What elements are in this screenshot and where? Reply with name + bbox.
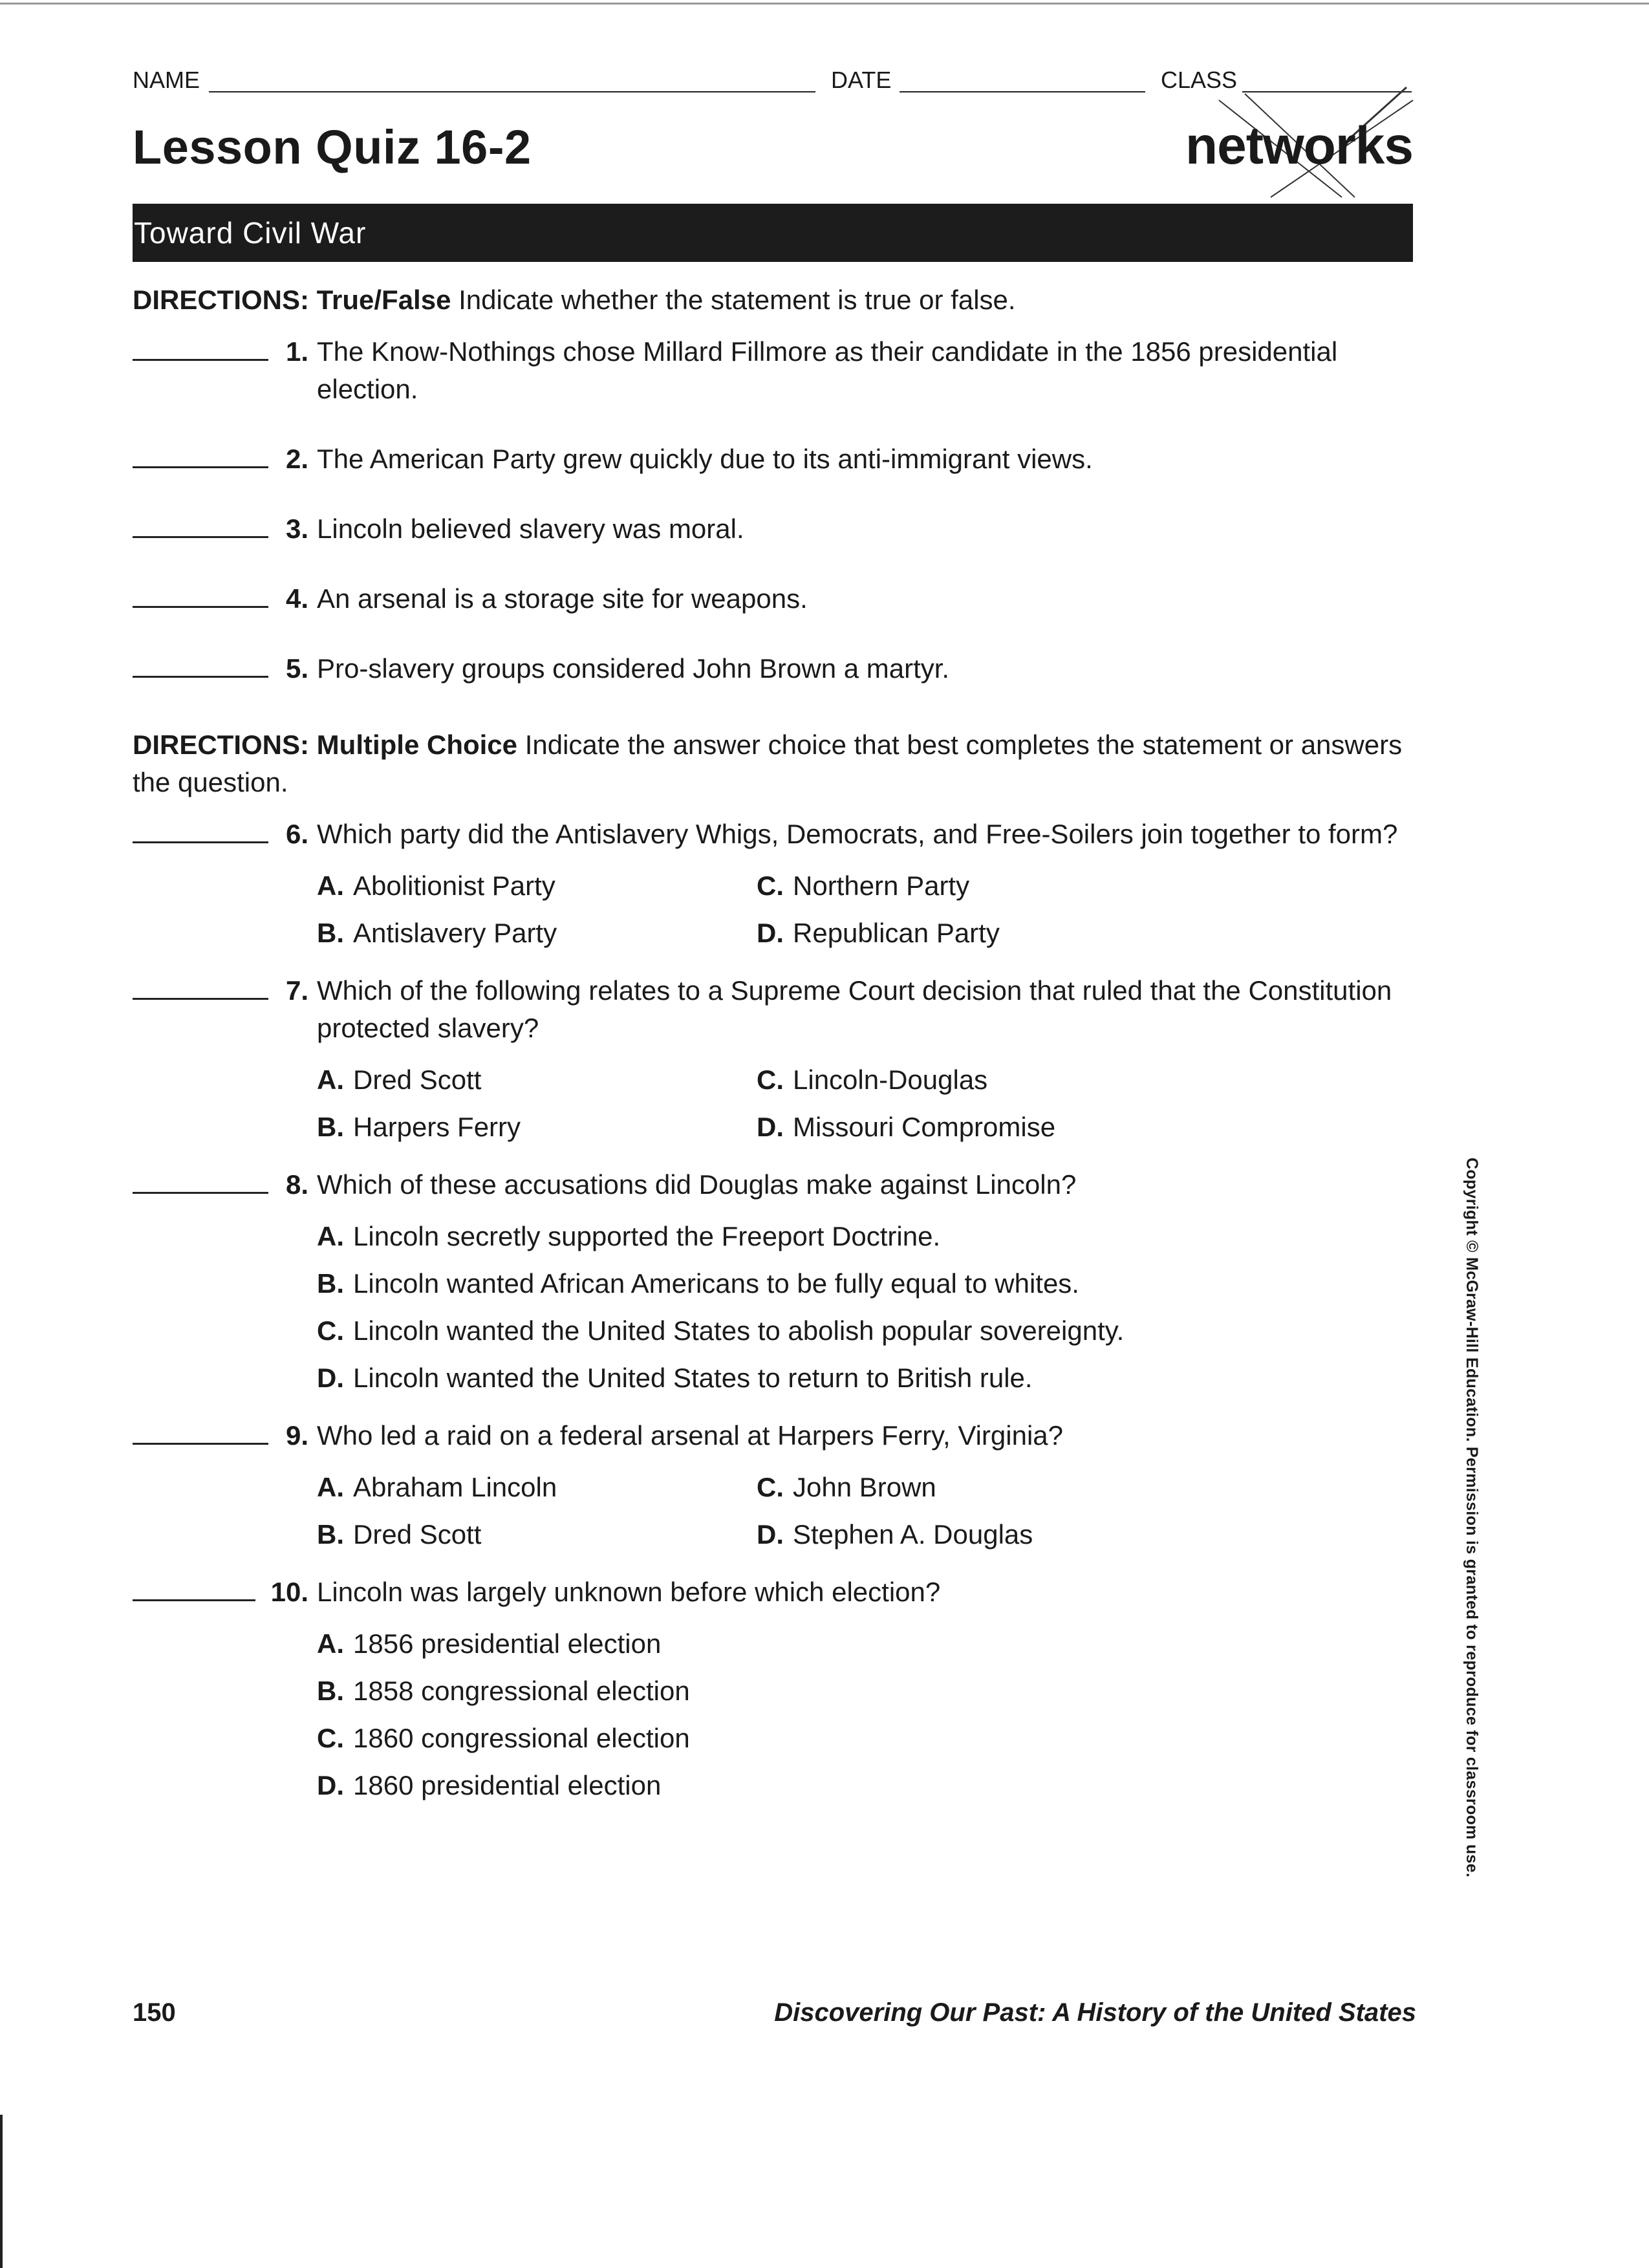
choice-c[interactable]	[757, 1463, 1274, 1511]
answer-blank[interactable]	[133, 536, 268, 538]
choice-letter: D.	[757, 1112, 784, 1142]
choice-text: Lincoln secretly supported the Freeport Doctrine.	[353, 1221, 941, 1251]
choice-letter: B.	[317, 918, 344, 948]
date-label: DATE	[831, 67, 892, 93]
choice-d[interactable]	[757, 1511, 1274, 1558]
choice-b[interactable]	[317, 909, 757, 956]
choice-text: Dred Scott	[353, 1064, 482, 1095]
answer-choices	[317, 1463, 1413, 1558]
choice-letter: A.	[317, 1628, 344, 1659]
question-3	[133, 510, 1413, 548]
networks-logo: networks	[1185, 116, 1413, 175]
answer-blank[interactable]	[133, 1443, 268, 1445]
choice-letter: D.	[757, 918, 784, 948]
directions-lead: DIRECTIONS:	[133, 729, 309, 760]
choice-letter: A.	[317, 1472, 344, 1502]
choice-c[interactable]	[317, 1307, 1413, 1354]
answer-blank[interactable]	[133, 1192, 268, 1194]
choice-a[interactable]	[317, 862, 757, 909]
choice-d[interactable]	[757, 1103, 1274, 1150]
choice-text: 1860 presidential election	[353, 1770, 662, 1800]
question-text: Which party did the Antislavery Whigs, Democrats, and Free-Soilers join together to form?	[317, 819, 1398, 849]
choice-letter: C.	[757, 1472, 784, 1502]
choice-letter: C.	[757, 870, 784, 901]
choice-text: Lincoln wanted the United States to return to British rule.	[353, 1363, 1033, 1393]
choice-letter: D.	[317, 1770, 344, 1800]
question-number: 6.	[285, 819, 308, 849]
question-text: The American Party grew quickly due to its anti-immigrant views.	[317, 444, 1093, 474]
book-title: Discovering Our Past: A History of the United States	[774, 1998, 1416, 2027]
answer-blank[interactable]	[133, 998, 268, 1000]
question-text: Lincoln believed slavery was moral.	[317, 513, 744, 544]
question-number: 8.	[285, 1169, 308, 1200]
question-7	[133, 972, 1413, 1150]
scan-edge-left	[0, 2115, 3, 2268]
question-text: Who led a raid on a federal arsenal at Harpers Ferry, Virginia?	[317, 1420, 1064, 1451]
question-number: 3.	[285, 513, 308, 544]
date-field[interactable]	[900, 91, 1145, 92]
directions-lead: DIRECTIONS:	[133, 285, 309, 315]
name-field[interactable]	[209, 91, 815, 92]
choice-a[interactable]	[317, 1620, 1413, 1667]
choice-a[interactable]	[317, 1056, 757, 1103]
question-8	[133, 1166, 1413, 1401]
choice-letter: B.	[317, 1268, 344, 1299]
choice-letter: C.	[757, 1064, 784, 1095]
directions-type: Multiple Choice	[316, 729, 518, 760]
choice-a[interactable]	[317, 1463, 757, 1511]
choice-c[interactable]	[317, 1714, 1413, 1762]
answer-blank[interactable]	[133, 359, 268, 361]
choice-text: Republican Party	[793, 918, 1000, 948]
question-number: 5.	[285, 653, 308, 684]
choice-d[interactable]	[757, 909, 1274, 956]
choice-text: Antislavery Party	[353, 918, 557, 948]
question-text: The Know-Nothings chose Millard Fillmore as their candidate in the 1856 presidential election.	[317, 336, 1338, 404]
answer-choices	[317, 862, 1413, 956]
choice-text: Missouri Compromise	[793, 1112, 1056, 1142]
choice-letter: A.	[317, 1221, 344, 1251]
choice-c[interactable]	[757, 862, 1274, 909]
answer-blank[interactable]	[133, 466, 268, 468]
question-4	[133, 580, 1413, 618]
choice-text: 1860 congressional election	[353, 1723, 690, 1753]
answer-choices	[317, 1620, 1413, 1809]
directions-type: True/False	[316, 285, 451, 315]
question-number: 7.	[285, 975, 308, 1006]
choice-c[interactable]	[757, 1056, 1274, 1103]
choice-text: 1858 congressional election	[353, 1676, 690, 1706]
directions-true-false	[133, 281, 1413, 319]
choice-b[interactable]	[317, 1667, 1413, 1714]
question-1	[133, 333, 1413, 408]
title-row	[133, 100, 1413, 191]
choice-text: Lincoln wanted African Americans to be fully equal to whites.	[353, 1268, 1079, 1299]
worksheet-page	[133, 61, 1413, 1809]
question-text: Lincoln was largely unknown before which election?	[317, 1577, 941, 1607]
choice-b[interactable]	[317, 1103, 757, 1150]
choice-a[interactable]	[317, 1213, 1413, 1260]
choice-letter: D.	[757, 1519, 784, 1550]
choice-text: 1856 presidential election	[353, 1628, 662, 1659]
choice-d[interactable]	[317, 1354, 1413, 1401]
directions-text: Indicate whether the statement is true or false.	[458, 285, 1016, 315]
question-number: 10.	[270, 1577, 308, 1607]
question-number: 2.	[285, 444, 308, 474]
choice-text: John Brown	[793, 1472, 936, 1502]
choice-text: Dred Scott	[353, 1519, 482, 1550]
choice-text: Northern Party	[793, 870, 970, 901]
answer-blank[interactable]	[133, 841, 268, 843]
answer-blank[interactable]	[133, 606, 268, 608]
choice-text: Lincoln-Douglas	[793, 1064, 988, 1095]
choice-letter: A.	[317, 1064, 344, 1095]
directions-multiple-choice	[133, 726, 1413, 801]
answer-choices	[317, 1213, 1413, 1401]
directions-text: Indicate the answer choice that best completes the statement or answers the question.	[133, 729, 1403, 797]
answer-blank[interactable]	[133, 676, 268, 678]
choice-letter: B.	[317, 1519, 344, 1550]
choice-text: Abraham Lincoln	[353, 1472, 557, 1502]
question-text: Pro-slavery groups considered John Brown a martyr.	[317, 653, 950, 684]
page-number: 150	[133, 1998, 176, 2027]
question-5	[133, 650, 1413, 687]
question-6	[133, 815, 1413, 956]
lesson-banner: Toward Civil War	[133, 204, 1413, 262]
question-2	[133, 440, 1413, 478]
choice-letter: C.	[317, 1723, 344, 1753]
choice-b[interactable]	[317, 1511, 757, 1558]
answer-blank[interactable]	[133, 1599, 255, 1601]
copyright-notice: Copyright © McGraw-Hill Education. Permission is granted to reproduce for classroom use.	[1463, 1158, 1481, 1878]
choice-text: Harpers Ferry	[353, 1112, 521, 1142]
choice-letter: B.	[317, 1112, 344, 1142]
question-number: 1.	[285, 336, 308, 367]
class-label: CLASS	[1161, 67, 1238, 93]
choice-letter: A.	[317, 870, 344, 901]
choice-letter: C.	[317, 1315, 344, 1346]
choice-text: Lincoln wanted the United States to abolish popular sovereignty.	[353, 1315, 1125, 1346]
choice-text: Abolitionist Party	[353, 870, 555, 901]
question-text: Which of these accusations did Douglas make against Lincoln?	[317, 1169, 1077, 1200]
name-label: NAME	[133, 67, 200, 93]
quiz-title: Lesson Quiz 16-2	[133, 120, 532, 174]
question-number: 4.	[285, 583, 308, 614]
choice-b[interactable]	[317, 1260, 1413, 1307]
question-text: An arsenal is a storage site for weapons.	[317, 583, 808, 614]
choice-letter: D.	[317, 1363, 344, 1393]
question-text: Which of the following relates to a Supreme Court decision that ruled that the Constitution protected slavery?	[317, 975, 1392, 1043]
choice-text: Stephen A. Douglas	[793, 1519, 1033, 1550]
choice-d[interactable]	[317, 1762, 1413, 1809]
scan-edge-top	[0, 3, 1649, 5]
question-10	[133, 1573, 1413, 1809]
question-9	[133, 1417, 1413, 1558]
answer-choices	[317, 1056, 1413, 1150]
choice-letter: B.	[317, 1676, 344, 1706]
question-number: 9.	[285, 1420, 308, 1451]
